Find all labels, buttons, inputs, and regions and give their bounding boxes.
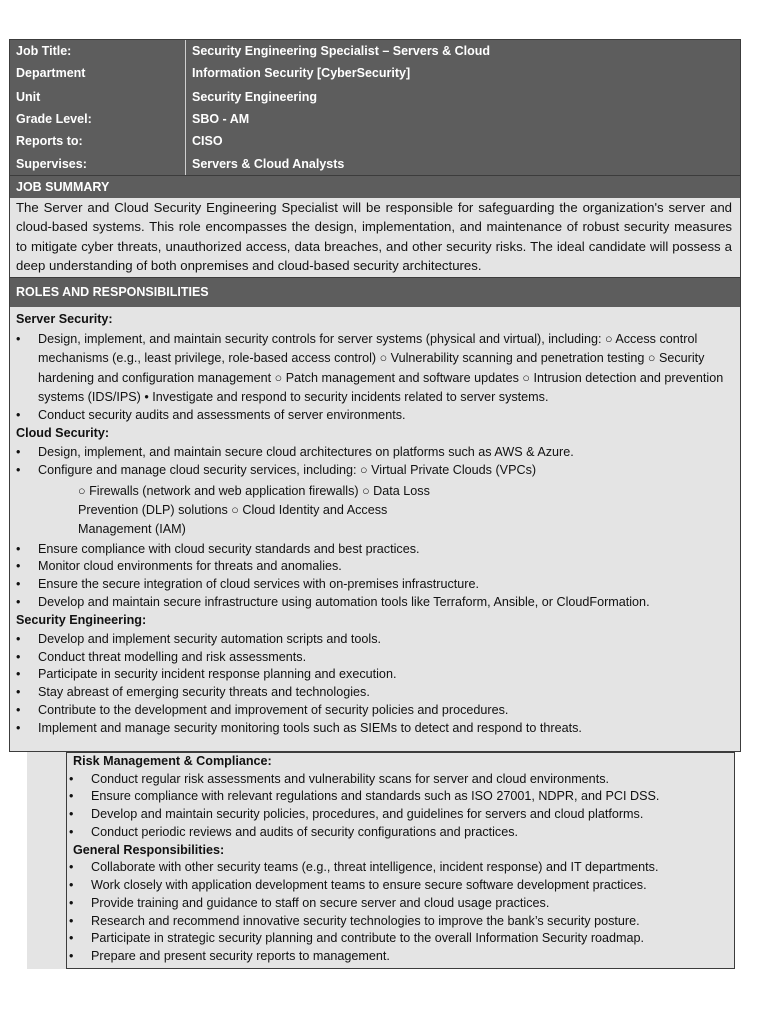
roles-continued (68, 753, 730, 966)
sub-list-line: Management (IAM) (78, 521, 186, 536)
department-label: Department (16, 66, 86, 80)
security-engineering-title: Security Engineering: (16, 612, 147, 627)
column-divider (185, 86, 186, 108)
list-item: • Ensure compliance with cloud security standards and best practices. (16, 541, 734, 559)
unit-value: Security Engineering (192, 90, 318, 104)
server-security-title: Server Security: (16, 312, 113, 326)
sub-list-line: Prevention (DLP) solutions ○ Cloud Identity and Access (78, 502, 388, 517)
department-value: Information Security [CyberSecurity] (192, 66, 411, 80)
continuation-table (66, 752, 735, 969)
list-item: • Stay abreast of emerging security threats and technologies. (16, 684, 734, 702)
job-summary-heading: JOB SUMMARY (10, 175, 740, 198)
column-divider (185, 108, 186, 153)
list-item: • Conduct security audits and assessments of server environments. (16, 407, 734, 425)
cloud-security-title: Cloud Security: (16, 425, 110, 440)
job-description-table (9, 39, 741, 752)
list-item: • Ensure compliance with relevant regulations and standards such as ISO 27001, NDPR, and PCI DSS. (68, 788, 730, 806)
list-item: • Develop and implement security automation scripts and tools. (16, 631, 734, 649)
grade-level-value: SBO - AM (192, 112, 250, 126)
list-item: • Design, implement, and maintain secure cloud architectures on platforms such as AWS & Azure. (16, 444, 734, 462)
general-responsibilities-title: General Responsibilities: (73, 842, 225, 857)
unit-label: Unit (16, 90, 41, 104)
list-item: • Design, implement, and maintain security controls for server systems (physical and virtual), including: ○ Access control mechanisms (e.g., least privilege, role-based access control) ○ Vulnerability scanning and penetration testing ○ Security hardening and configuration management ○ Patch management and software updates ○ Intrusion detection and prevention systems (IDS/IPS) • Investigate and respond to security incidents related to server systems. (16, 330, 734, 407)
list-item: • Conduct regular risk assessments and vulnerability scans for server and cloud environments. (68, 771, 730, 789)
page-shading (27, 752, 67, 969)
job-summary-text: The Server and Cloud Security Engineering Specialist will be responsible for safeguarding the organization's server and cloud-based systems. This role encompasses the design, implementation, and maintenance of robust security measures to mitigate cyber threats, unauthorized access, data breaches, and other security risks. The ideal candidate will possess a deep understanding of both onpremises and cloud-based security architectures. (16, 200, 732, 274)
roles-body (16, 311, 734, 738)
column-divider (185, 40, 186, 86)
list-item: • Develop and maintain secure infrastructure using automation tools like Terraform, Ansible, or CloudFormation. (16, 594, 734, 612)
risk-management-title: Risk Management & Compliance: (73, 754, 272, 768)
list-item: • Ensure the secure integration of cloud services with on-premises infrastructure. (16, 576, 734, 594)
list-item: • Prepare and present security reports to management. (68, 948, 730, 966)
list-item: • Participate in strategic security planning and contribute to the overall Information Security roadmap. (68, 930, 730, 948)
job-title-label: Job Title: (16, 44, 72, 58)
list-item: • Contribute to the development and improvement of security policies and procedures. (16, 702, 734, 720)
sub-list-line: ○ Firewalls (network and web application firewalls) ○ Data Loss (78, 483, 430, 498)
reports-to-label: Reports to: (16, 134, 83, 148)
list-item: • Implement and manage security monitoring tools such as SIEMs to detect and respond to threats. (16, 720, 734, 738)
list-item: • Research and recommend innovative security technologies to improve the bank’s security posture. (68, 913, 730, 931)
grade-reports-row (10, 108, 740, 154)
unit-row (10, 86, 740, 109)
list-item: • Work closely with application development teams to ensure secure software development practices. (68, 877, 730, 895)
list-item: • Conduct periodic reviews and audits of security configurations and practices. (68, 824, 730, 842)
job-title-department-row (10, 40, 740, 87)
list-item: • Participate in security incident response planning and execution. (16, 666, 734, 684)
list-item: • Provide training and guidance to staff on secure server and cloud usage practices. (68, 895, 730, 913)
list-item: • Conduct threat modelling and risk assessments. (16, 649, 734, 667)
reports-to-value: CISO (192, 134, 223, 148)
supervises-label: Supervises: (16, 157, 87, 171)
roles-heading: ROLES AND RESPONSIBILITIES (10, 277, 740, 307)
list-item: • Monitor cloud environments for threats and anomalies. (16, 558, 734, 576)
job-title-value: Security Engineering Specialist – Servers & Cloud (192, 44, 491, 58)
supervises-row (10, 153, 740, 176)
list-item: • Develop and maintain security policies, procedures, and guidelines for servers and cloud platforms. (68, 806, 730, 824)
list-item: • Configure and manage cloud security services, including: ○ Virtual Private Clouds (VPCs) (16, 462, 734, 480)
supervises-value: Servers & Cloud Analysts (192, 157, 345, 171)
grade-level-label: Grade Level: (16, 112, 92, 126)
column-divider (185, 153, 186, 175)
list-item: • Collaborate with other security teams (e.g., threat intelligence, incident response) and IT departments. (68, 859, 730, 877)
